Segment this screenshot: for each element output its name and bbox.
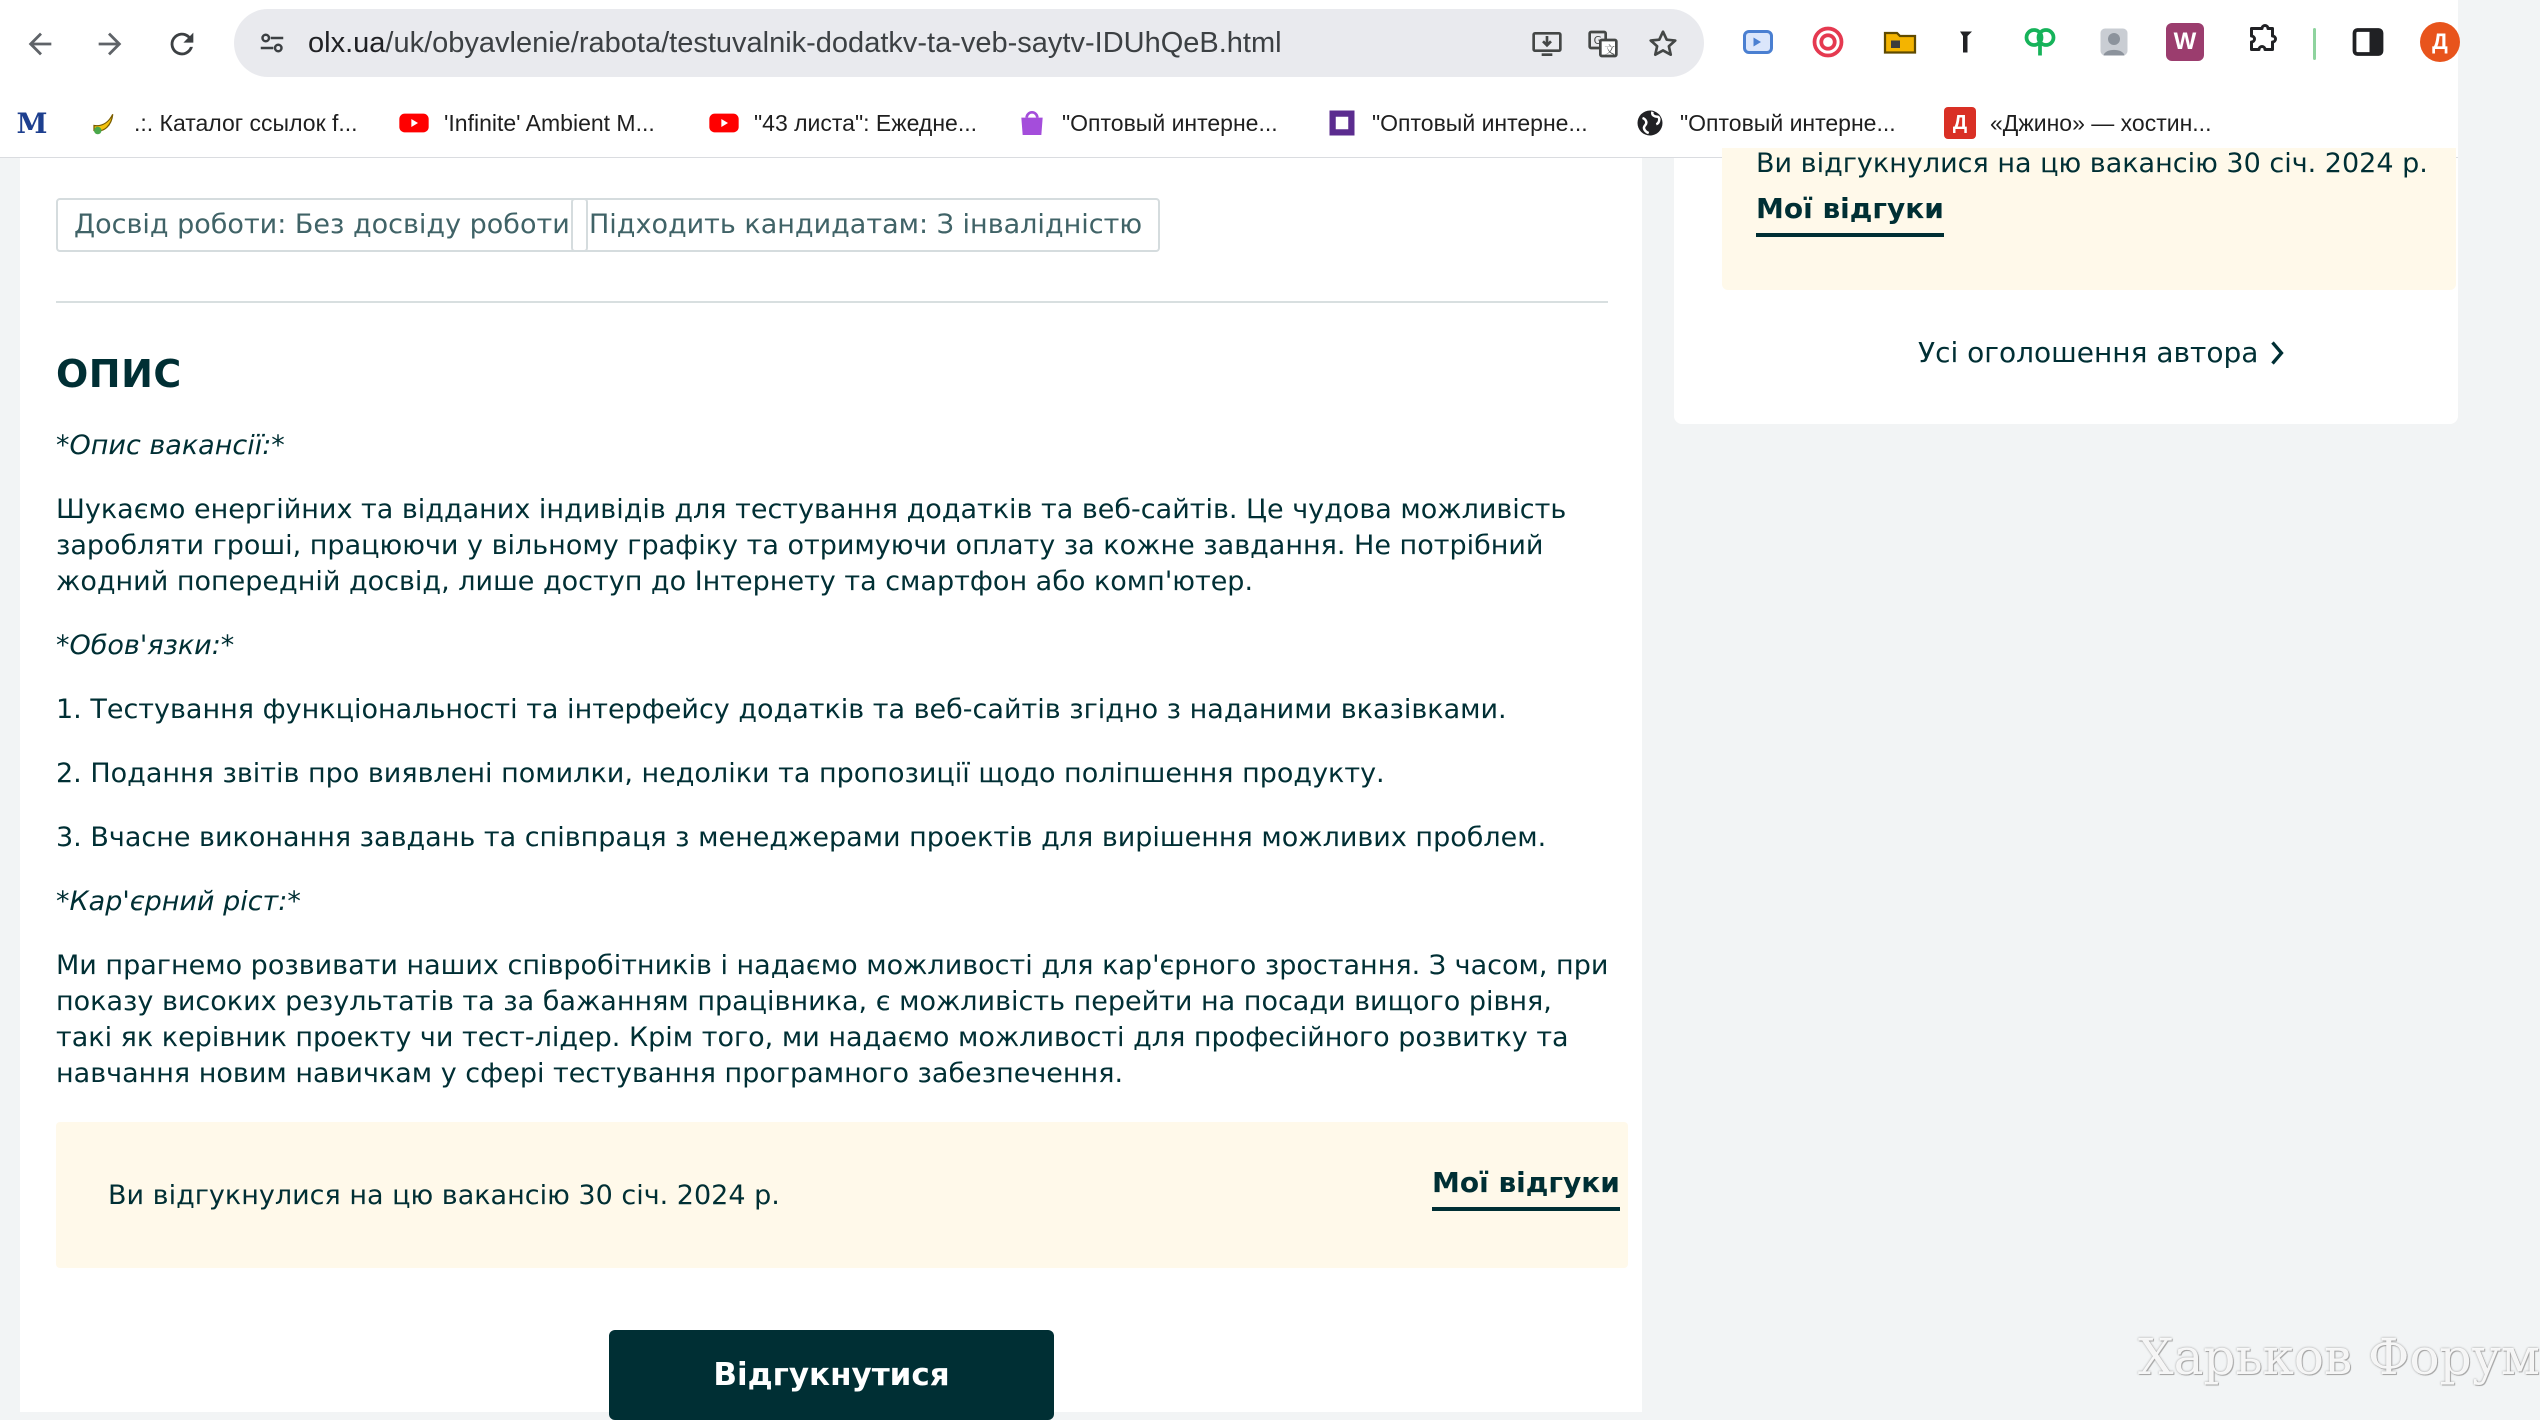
url-text[interactable] (308, 27, 1282, 60)
description-paragraph: Ми прагнемо розвивати наших співробітників і надаємо можливості для кар'єрного зростання. З часом, при показу високих результатів та за бажанням працівника, є можливість перейти на посади вищого рівня, такі як керівник проекту чи тест-лідер. Крім того, ми надаємо можливості для професійного розвитку та навчання новим навичкам у сфері тестування програмного забезпечення. (56, 950, 1609, 1089)
all-author-ads-label: Усі оголошення автора (1918, 336, 2259, 369)
address-bar[interactable] (234, 9, 1704, 77)
chevron-right-icon (2264, 338, 2290, 368)
youtube-icon (708, 107, 740, 139)
tree-icon[interactable] (2018, 20, 2062, 64)
description-body (56, 428, 1616, 1120)
sidebar-applied-notice (1722, 148, 2456, 290)
respond-button[interactable]: Відгукнутися (609, 1330, 1054, 1420)
watermark-text: Харьков Форум (2138, 1328, 2540, 1386)
bookmark-label: "Оптовый интерне... (1680, 109, 1896, 136)
browser-toolbar (0, 0, 2458, 88)
bookmark-item-7[interactable] (1944, 102, 2211, 144)
bookmark-m[interactable] (16, 102, 48, 144)
bookmark-star-icon[interactable] (1642, 23, 1684, 65)
bookmark-item-3[interactable] (708, 102, 977, 144)
globe-icon (1634, 107, 1666, 139)
site-settings-icon[interactable] (252, 23, 292, 63)
forward-button[interactable] (80, 14, 140, 74)
svg-text:G: G (1593, 34, 1602, 47)
figure-icon[interactable] (1944, 20, 1988, 64)
svg-text:文: 文 (1604, 43, 1616, 57)
all-author-ads-link[interactable] (1918, 336, 2290, 369)
bookmark-item-1[interactable] (88, 102, 358, 144)
applied-notice (56, 1122, 1628, 1268)
url-path: /uk/obyavlenie/rabota/testuvalnik-dodatkv-ta-veb-saytv-IDUhQeB.html (385, 27, 1282, 59)
description-subheading: *Обов'язки:* (56, 630, 235, 661)
description-paragraph: 3. Вчасне виконання завдань та співпраця з менеджерами проектів для вирішення можливих проблем. (56, 822, 1547, 853)
description-subheading: *Опис вакансії:* (56, 430, 285, 461)
record-icon[interactable] (1806, 20, 1850, 64)
profile-avatar[interactable]: Д (2420, 22, 2460, 62)
w-icon[interactable]: W (2166, 23, 2204, 61)
square-icon (1326, 107, 1358, 139)
back-button[interactable] (10, 14, 70, 74)
bookmark-label: «Джино» — хостин... (1990, 109, 2212, 136)
applied-notice-text: Ви відгукнулися на цю вакансію 30 січ. 2024 р. (108, 1180, 780, 1211)
sidebar-my-responses-link[interactable]: Мої відгуки (1756, 192, 1944, 237)
description-paragraph: Шукаємо енергійних та відданих індивідів для тестування додатків та веб-сайтів. Це чудова можливість заробляти гроші, працюючи у вільному графіку та отримуючи оплату за кожне завдання. Не потрібний жодний попередній досвід, лише доступ до Інтернету та смартфон або комп'ютер. (56, 494, 1567, 597)
forward-arrow-icon (93, 27, 127, 61)
banana-icon (88, 107, 120, 139)
puzzle-icon[interactable] (2240, 20, 2284, 64)
my-responses-link[interactable]: Мої відгуки (1432, 1166, 1620, 1211)
back-arrow-icon (23, 27, 57, 61)
description-paragraph: 1. Тестування функціональності та інтерфейсу додатків та веб-сайтів згідно з наданими вказівками. (56, 694, 1507, 725)
bookmark-label: "43 листа": Ежедне... (754, 109, 978, 136)
bookmark-label: 'Infinite' Ambient M... (444, 109, 655, 136)
description-subheading: *Кар'єрний ріст:* (56, 886, 301, 917)
ad-content-panel (20, 158, 1642, 1412)
translate-icon[interactable] (1582, 23, 1624, 65)
toolbar-separator (2313, 28, 2316, 60)
bookmark-item-6[interactable] (1634, 102, 1896, 144)
youtube-icon (398, 107, 430, 139)
tag-disability: Підходить кандидатам: З інвалідністю (571, 198, 1160, 252)
divider (56, 301, 1608, 303)
bookmark-label: .:. Каталог ссылок f... (134, 109, 358, 136)
bookmark-item-4[interactable] (1016, 102, 1278, 144)
install-app-icon[interactable] (1526, 23, 1568, 65)
bookmark-label: "Оптовый интерне... (1062, 109, 1278, 136)
bag-icon (1016, 107, 1048, 139)
folder-icon[interactable] (1878, 20, 1922, 64)
sidebar-icon[interactable] (2346, 20, 2390, 64)
bookmark-label: "Оптовый интерне... (1372, 109, 1588, 136)
reload-icon (165, 27, 199, 61)
avatar-icon[interactable] (2092, 20, 2136, 64)
description-heading: ОПИС (56, 352, 182, 396)
m-logo-icon: M (16, 106, 48, 140)
screen-reader-icon[interactable] (1736, 20, 1780, 64)
jino-icon: Д (1944, 107, 1976, 139)
bookmark-item-5[interactable] (1326, 102, 1588, 144)
description-paragraph: 2. Подання звітів про виявлені помилки, недоліки та пропозиції щодо поліпшення продукту. (56, 758, 1385, 789)
tag-experience: Досвід роботи: Без досвіду роботи (56, 198, 588, 252)
sidebar-notice-text: Ви відгукнулися на цю вакансію 30 січ. 2024 р. (1756, 148, 2428, 179)
url-domain: olx.ua (308, 27, 386, 59)
sidebar-panel (1674, 148, 2458, 424)
reload-button[interactable] (152, 14, 212, 74)
bookmark-item-2[interactable] (398, 102, 655, 144)
